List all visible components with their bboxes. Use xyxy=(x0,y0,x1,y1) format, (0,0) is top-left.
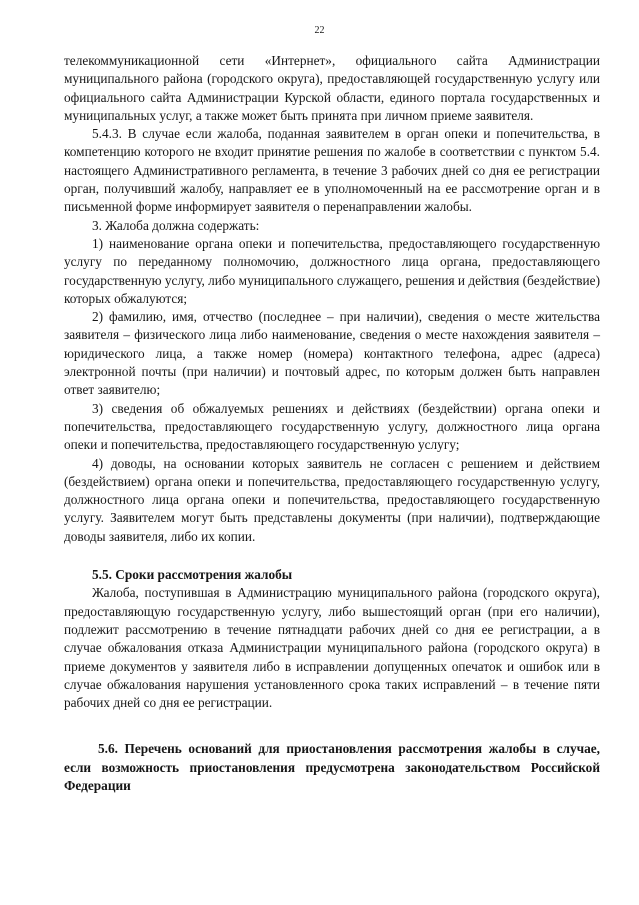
section-5-6-heading: 5.6. Перечень оснований для приостановления рассмотрения жалобы в случае, если возможность приостановления предусмотрена законодательством Российской Федерации xyxy=(64,741,600,793)
list-item-1: 1) наименование органа опеки и попечительства, предоставляющего государственную услугу по переданному полномочию, должностного лица органа, предоставляющего государственную услугу, либо муниципального служащего, решения и действия (бездействие) которых обжалуются; xyxy=(64,235,600,306)
paragraph-continuation: телекоммуникационной сети «Интернет», официального сайта Администрации муниципального района (городского округа), предоставляющей государственную услугу или официального сайта Администрации Курской области, единого портала государственных и муниципальных услуг, а также может быть принята при личном приеме заявителя. xyxy=(64,53,600,123)
page-number: 22 xyxy=(314,25,325,36)
paragraph-complaint-contents: 3. Жалоба должна содержать: xyxy=(92,217,260,233)
section-5-5-text: Жалоба, поступившая в Администрацию муниципального района (городского округа), предоставляющую государственную услугу, либо вышестоящий орган (при его наличии), подлежит рассмотрению в течение пятнадцати рабочих дней со дня ее регистрации, а в случае обжалования отказа Администрации муниципального района (городского округа) в приеме документов у заявителя либо в исправлении допущенных опечаток и ошибок или в случае обжалования нарушения установленного срока таких исправлений – в течение пяти рабочих дней со дня ее регистрации. xyxy=(64,585,600,711)
list-item-2: 2) фамилию, имя, отчество (последнее – при наличии), сведения о месте жительства заявителя – физического лица либо наименование, сведения о месте нахождения заявителя – юридического лица, а также номер (номера) контактного телефона, адрес (адреса) электронной почты (при наличии) и почтовый адрес, по которым должен быть направлен ответ заявителю; xyxy=(64,309,600,398)
section-5-5-heading: 5.5. Сроки рассмотрения жалобы xyxy=(92,567,293,583)
paragraph-5-4-3: 5.4.3. В случае если жалоба, поданная заявителем в орган опеки и попечительства, в компетенцию которого не входит принятие решения по жалобе в соответствии с пунктом 5.4. настоящего Административного регламента, в течение 3 рабочих дней со дня ее регистрации орган, получивший жалобу, направляет ее в уполномоченный на ее рассмотрение орган и в письменной форме информирует заявителя о перенаправлении жалобы. xyxy=(64,126,600,215)
document-body xyxy=(64,52,600,795)
list-item-3: 3) сведения об обжалуемых решениях и действиях (бездействии) органа опеки и попечительства, предоставляющего государственную услугу, должностного лица органа опеки и попечительства, предоставляющего государственную услугу; xyxy=(64,400,600,453)
list-item-4: 4) доводы, на основании которых заявитель не согласен с решением и действием (бездействием) органа опеки и попечительства, предоставляющего государственную услугу, должностного лица органа опеки и попечительства, предоставляющего государственную услугу. Заявителем могут быть представлены документы (при наличии), подтверждающие доводы заявителя, либо их копии. xyxy=(64,455,600,544)
